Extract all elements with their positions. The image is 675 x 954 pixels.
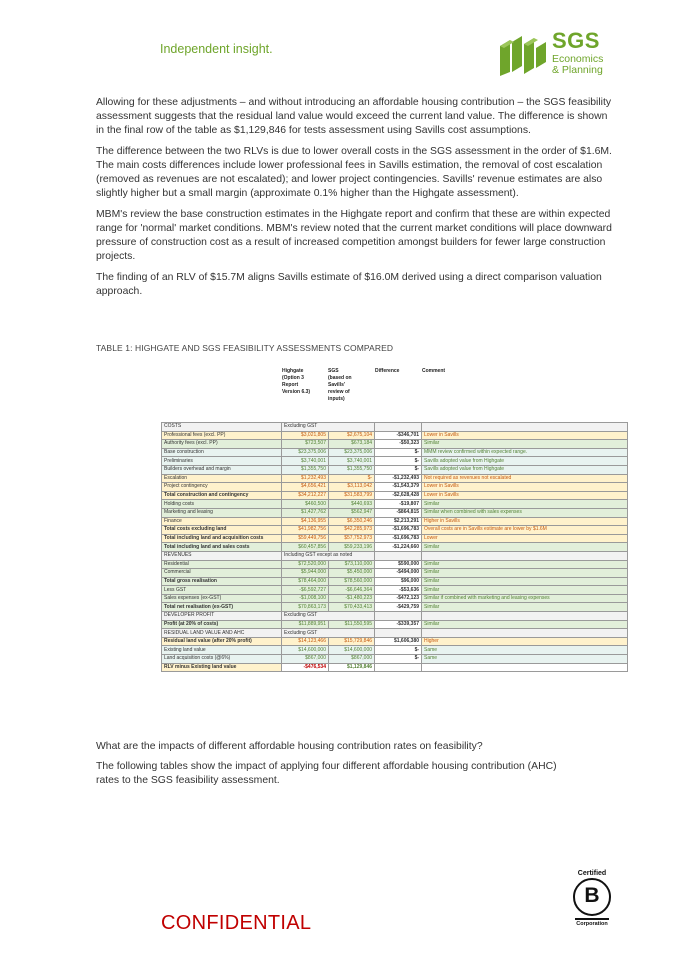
table-cell-empty (375, 629, 422, 638)
difference-value: -$429,759 (375, 603, 422, 612)
comment-cell: MMM review confirmed within expected range. (422, 448, 628, 457)
difference-value: $- (375, 655, 422, 664)
sgs-logo-mark-icon (496, 32, 548, 80)
sgs-value: $- (329, 474, 375, 483)
comment-cell: Similar (422, 500, 628, 509)
row-label: RLV minus Existing land value (162, 663, 282, 672)
table-cell-empty (422, 612, 628, 621)
highgate-value: $1,427,762 (282, 508, 329, 517)
table-row (162, 491, 628, 500)
comment-cell: Higher in Savills (422, 517, 628, 526)
row-label: Total including land and sales costs (162, 543, 282, 552)
bcorp-circle-icon (573, 878, 611, 916)
difference-value: -$50,323 (375, 440, 422, 449)
sgs-value: $31,583,799 (329, 491, 375, 500)
comment-cell: Similar (422, 603, 628, 612)
sgs-value: $3,113,042 (329, 483, 375, 492)
highgate-value: $14,123,466 (282, 637, 329, 646)
sgs-value: $73,110,000 (329, 560, 375, 569)
highgate-value: $14,600,000 (282, 646, 329, 655)
comment-cell: Lower in Savills (422, 491, 628, 500)
comment-cell: Not required as revenues not escalated (422, 474, 628, 483)
difference-value: $- (375, 457, 422, 466)
highgate-value: -$1,008,100 (282, 594, 329, 603)
table-row (162, 534, 628, 543)
table-row (162, 448, 628, 457)
sgs-value: $42,285,973 (329, 526, 375, 535)
comment-cell: Similar (422, 586, 628, 595)
highgate-value: $70,863,173 (282, 603, 329, 612)
sgs-value: $5,450,000 (329, 569, 375, 578)
difference-value: -$339,357 (375, 620, 422, 629)
comment-cell: Similar (422, 560, 628, 569)
table-cell-empty (375, 612, 422, 621)
comment-cell: Similar when combined with sales expenses (422, 508, 628, 517)
table-row (162, 603, 628, 612)
section-note: Excluding GST (282, 423, 375, 432)
comment-cell: Overall costs are in Savills estimate are lower by $1.6M (422, 526, 628, 535)
col-header-comment: Comment (422, 368, 446, 374)
highgate-value: $60,457,856 (282, 543, 329, 552)
col-header-difference: Difference (375, 368, 400, 374)
row-label: Escalation (162, 474, 282, 483)
table-row (162, 594, 628, 603)
comment-cell: Similar (422, 577, 628, 586)
table-row (162, 655, 628, 664)
difference-value: -$1,696,783 (375, 534, 422, 543)
comment-cell (422, 663, 628, 672)
comparison-table (161, 368, 627, 672)
row-label: Total gross realisation (162, 577, 282, 586)
highgate-value: $3,021,805 (282, 431, 329, 440)
paragraph: The difference between the two RLVs is due to lower overall costs in the SGS assessment in the order of $1.6M. The main costs differences include lower professional fees in Savills estimation, the removal of cost escalation (removed as revenues are not escalated); and lower project contingencies. Savills' revenue estimates are also slightly higher but a small margin (approximate 0.1% higher than the Highgate assessment). (96, 146, 612, 199)
table-row (162, 526, 628, 535)
row-label: Total including land and acquisition costs (162, 534, 282, 543)
paragraph: MBM's review the base construction estimates in the Highgate report and confirm that these are within expected range for 'normal' market conditions. MBM's review noted that the current market conditions will place downward pressure of construction cost as a result of increased competition amongst builders for fewer large construction projects. (96, 209, 612, 262)
sgs-value: $15,729,846 (329, 637, 375, 646)
row-label: Land acquisition costs (@6%) (162, 655, 282, 664)
section-label: COSTS (162, 423, 282, 432)
highgate-value: $723,507 (282, 440, 329, 449)
sgs-value: -$1,480,223 (329, 594, 375, 603)
table-row (162, 577, 628, 586)
table-row (162, 646, 628, 655)
bcorp-logo (571, 870, 613, 932)
highgate-value: $1,232,493 (282, 474, 329, 483)
table-row (162, 457, 628, 466)
bcorp-corporation: Corporation (576, 921, 608, 927)
paragraph: Allowing for these adjustments – and without introducing an affordable housing contribution – the SGS feasibility assessment suggests that the residual land value would exceed the current land value. The difference is shown in the final row of the table as $1,129,846 for tests assessment using Savills cost assumptions. (96, 97, 612, 136)
difference-value: -$864,815 (375, 508, 422, 517)
table-section-row (162, 423, 628, 432)
difference-value: -$1,543,379 (375, 483, 422, 492)
section-label: DEVELOPER PROFIT (162, 612, 282, 621)
bcorp-certified: Certified (577, 870, 607, 877)
highgate-value: $11,889,951 (282, 620, 329, 629)
sgs-value: $78,560,000 (329, 577, 375, 586)
row-label: Total construction and contingency (162, 491, 282, 500)
highgate-value: $23,375,006 (282, 448, 329, 457)
highgate-value: $1,355,750 (282, 465, 329, 474)
logo-line-2: & Planning (552, 64, 603, 76)
sgs-value: $1,355,750 (329, 465, 375, 474)
table-row (162, 431, 628, 440)
highgate-value: $4,656,421 (282, 483, 329, 492)
paragraph: The finding of an RLV of $15.7M aligns Savills estimate of $16.0M derived using a direct comparison valuation approach. (96, 272, 602, 297)
comment-cell: Similar (422, 620, 628, 629)
sgs-value: $70,433,413 (329, 603, 375, 612)
row-label: Holding costs (162, 500, 282, 509)
highgate-value: $41,982,756 (282, 526, 329, 535)
body-paragraphs (96, 96, 616, 306)
difference-value: $- (375, 465, 422, 474)
sgs-value: $6,350,246 (329, 517, 375, 526)
row-label: Existing land value (162, 646, 282, 655)
table-row (162, 474, 628, 483)
table-column-headers (161, 368, 627, 422)
difference-value: $2,213,291 (375, 517, 422, 526)
section-note: Excluding GST (282, 612, 375, 621)
difference-value: -$1,224,660 (375, 543, 422, 552)
table-row (162, 637, 628, 646)
table-row (162, 465, 628, 474)
table-row (162, 560, 628, 569)
highgate-value: -$476,534 (282, 663, 329, 672)
highgate-value: $34,212,227 (282, 491, 329, 500)
sgs-value: $11,550,595 (329, 620, 375, 629)
table-row (162, 508, 628, 517)
sgs-value: $3,740,001 (329, 457, 375, 466)
difference-value: $1,606,380 (375, 637, 422, 646)
difference-value: -$1,696,783 (375, 526, 422, 535)
col-header-highgate: Highgate (Option 3 Report Version 6.3) (282, 368, 311, 395)
table-section-row (162, 629, 628, 638)
difference-value: $- (375, 646, 422, 655)
highgate-value: $460,500 (282, 500, 329, 509)
sgs-value: $59,233,196 (329, 543, 375, 552)
comment-cell: Lower (422, 534, 628, 543)
table-caption: TABLE 1: HIGHGATE AND SGS FEASIBILITY ASSESSMENTS COMPARED (96, 343, 394, 353)
difference-value: -$2,628,428 (375, 491, 422, 500)
highgate-value: $78,464,000 (282, 577, 329, 586)
difference-value: -$346,701 (375, 431, 422, 440)
row-label: Total costs excluding land (162, 526, 282, 535)
comment-cell: Similar if combined with marketing and leasing expenses (422, 594, 628, 603)
highgate-value: $867,000 (282, 655, 329, 664)
row-label: Finance (162, 517, 282, 526)
row-label: Residual land value (after 20% profit) (162, 637, 282, 646)
row-label: Professional fees (excl. PP) (162, 431, 282, 440)
difference-value: -$472,123 (375, 594, 422, 603)
table-row (162, 620, 628, 629)
row-label: Less GST (162, 586, 282, 595)
table-row (162, 440, 628, 449)
highgate-value: $59,449,756 (282, 534, 329, 543)
section-label: RESIDUAL LAND VALUE AND AHC (162, 629, 282, 638)
sgs-value: -$6,646,364 (329, 586, 375, 595)
section-label: REVENUES (162, 551, 282, 560)
row-label: Commercial (162, 569, 282, 578)
col-header-sgs: SGS (based on Savills' review of inputs) (328, 368, 352, 402)
row-label: Sales expenses (ex-GST) (162, 594, 282, 603)
bcorp-letter: B (584, 884, 600, 907)
row-label: Preliminaries (162, 457, 282, 466)
highgate-value: -$6,592,727 (282, 586, 329, 595)
highgate-value: $72,520,000 (282, 560, 329, 569)
highgate-value: $3,740,001 (282, 457, 329, 466)
sgs-value: $14,600,000 (329, 646, 375, 655)
difference-value: -$19,807 (375, 500, 422, 509)
logo-name: SGS (552, 28, 600, 53)
comment-cell: Savills adopted value from Highgate (422, 457, 628, 466)
sgs-value: $2,675,104 (329, 431, 375, 440)
comment-cell: Same (422, 646, 628, 655)
table-section-row (162, 612, 628, 621)
difference-value: $590,000 (375, 560, 422, 569)
table-row (162, 483, 628, 492)
comment-cell: Lower in Savills (422, 431, 628, 440)
confidential-label: CONFIDENTIAL (161, 912, 312, 934)
difference-value: -$53,636 (375, 586, 422, 595)
difference-value: $- (375, 448, 422, 457)
comment-cell: Savills adopted value from Highgate (422, 465, 628, 474)
row-label: Project contingency (162, 483, 282, 492)
table-cell-empty (422, 629, 628, 638)
table-section-row (162, 551, 628, 560)
assessment-table (161, 422, 628, 672)
sgs-value: $673,184 (329, 440, 375, 449)
difference-value: $96,000 (375, 577, 422, 586)
sgs-value: $867,000 (329, 655, 375, 664)
table-cell-empty (375, 551, 422, 560)
table-row (162, 517, 628, 526)
section-intro: The following tables show the impact of applying four different affordable housing contribution (AHC) rates to the SGS feasibility assessment. (96, 761, 557, 786)
difference-value: -$494,000 (375, 569, 422, 578)
sgs-logo (496, 30, 616, 82)
difference-value (375, 663, 422, 672)
comment-cell: Higher (422, 637, 628, 646)
table-cell-empty (422, 423, 628, 432)
row-label: Marketing and leasing (162, 508, 282, 517)
sgs-value: $1,129,846 (329, 663, 375, 672)
table-row (162, 500, 628, 509)
comment-cell: Similar (422, 440, 628, 449)
table-row (162, 586, 628, 595)
table-cell-empty (422, 551, 628, 560)
comment-cell: Similar (422, 569, 628, 578)
comment-cell: Lower in Savills (422, 483, 628, 492)
sgs-value: $23,375,006 (329, 448, 375, 457)
comment-cell: Similar (422, 543, 628, 552)
row-label: Base construction (162, 448, 282, 457)
table-row (162, 663, 628, 672)
highgate-value: $4,136,955 (282, 517, 329, 526)
row-label: Authority fees (excl. PP) (162, 440, 282, 449)
logo-line-1: Economics (552, 53, 604, 65)
bcorp-divider (575, 918, 609, 920)
sgs-value: $440,693 (329, 500, 375, 509)
header-tagline: Independent insight. (160, 42, 273, 56)
row-label: Builders overhead and margin (162, 465, 282, 474)
section-note: Including GST except as noted (282, 551, 375, 560)
table-row (162, 569, 628, 578)
comment-cell: Same (422, 655, 628, 664)
section-question: What are the impacts of different affordable housing contribution rates on feasibility? (96, 741, 483, 752)
section-note: Excluding GST (282, 629, 375, 638)
sgs-value: $57,752,973 (329, 534, 375, 543)
sgs-value: $562,947 (329, 508, 375, 517)
table-cell-empty (375, 423, 422, 432)
row-label: Residential (162, 560, 282, 569)
difference-value: -$1,232,493 (375, 474, 422, 483)
table-row (162, 543, 628, 552)
row-label: Total net realisation (ex-GST) (162, 603, 282, 612)
row-label: Profit (at 20% of costs) (162, 620, 282, 629)
highgate-value: $5,944,000 (282, 569, 329, 578)
